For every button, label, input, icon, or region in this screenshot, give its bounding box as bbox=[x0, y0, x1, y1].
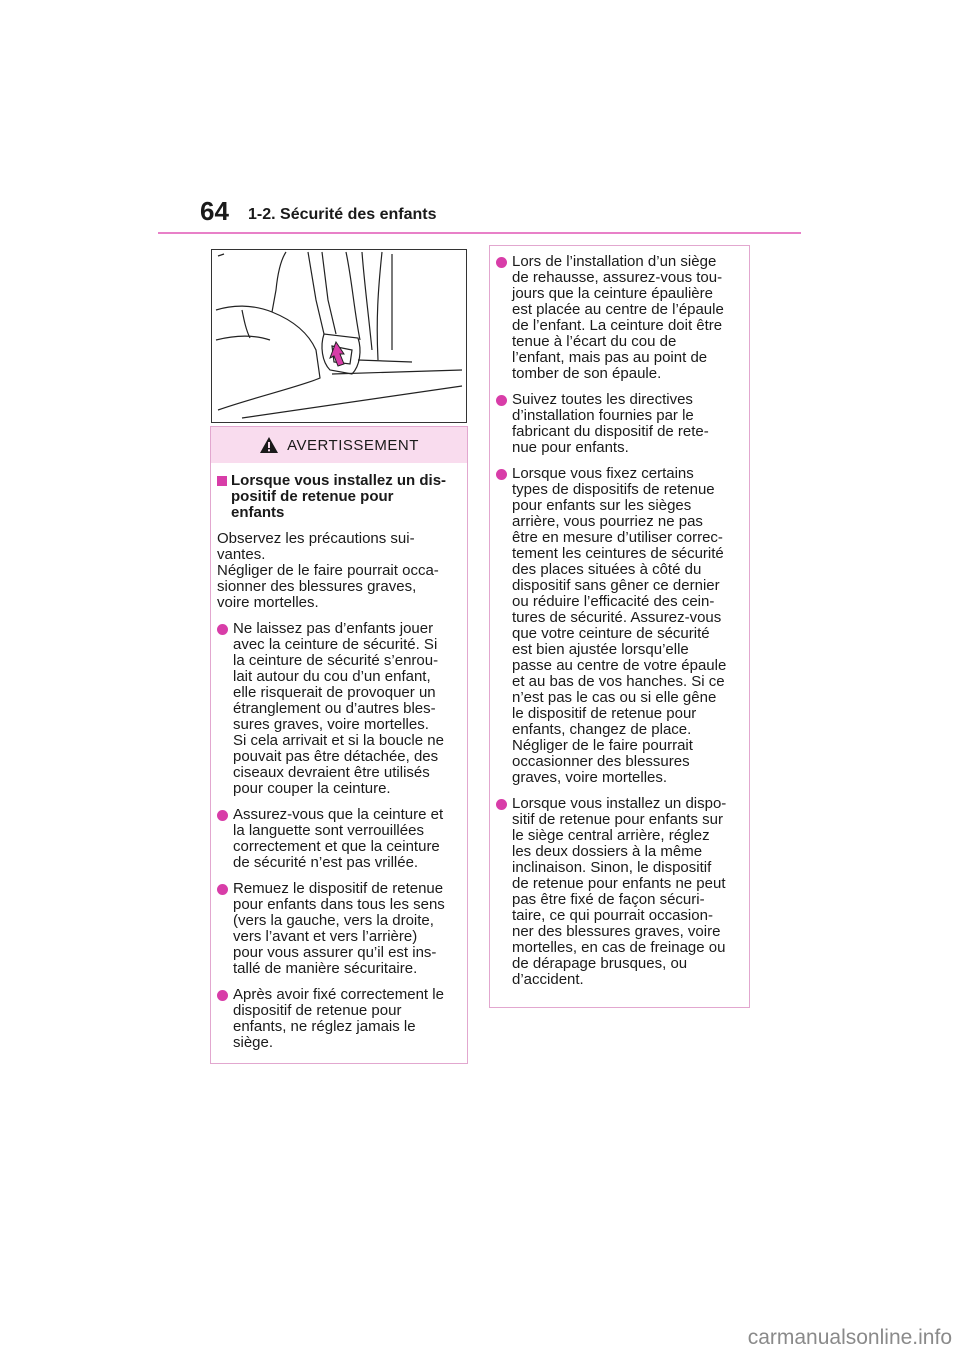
warning-body bbox=[211, 463, 467, 1051]
warning-title: AVERTISSEMENT bbox=[287, 436, 419, 454]
bullet-dot-icon bbox=[217, 810, 228, 821]
seatbelt-buckle-illustration bbox=[211, 249, 467, 423]
warning-bullet bbox=[217, 621, 461, 797]
warning-continuation-box bbox=[489, 245, 750, 1008]
warning-box bbox=[210, 426, 468, 1064]
warning-bullet-text: Suivez toutes les directives d’installation fournies par le fabricant du dispositif de rete- nue pour enfants. bbox=[512, 391, 709, 456]
warning-bullet bbox=[496, 466, 743, 786]
bullet-dot-icon bbox=[217, 990, 228, 1001]
bullet-dot-icon bbox=[496, 395, 507, 406]
warning-bullet bbox=[217, 807, 461, 871]
warning-intro: Observez les précautions sui- vantes. Négliger de le faire pourrait occa- sionner des blessures graves, voire mortelles. bbox=[217, 530, 439, 611]
bullet-dot-icon bbox=[217, 624, 228, 635]
warning-bullet-text: Lorsque vous installez un dispo- sitif de retenue pour enfants sur le siège central arrière, réglez les deux dossiers à la même inclinaison. Sinon, le dispositif de retenue pour enfants ne peut pas être fixé de façon sécuri- taire, ce qui pourrait occasion- ner des blessures graves, voire mortelles, en cas de freinage ou de dérapage brusques, ou d’accident. bbox=[512, 795, 727, 988]
warning-bullet bbox=[496, 254, 743, 382]
site-watermark[interactable]: carmanualsonline.info bbox=[747, 1326, 952, 1349]
seatbelt-buckle-drawing bbox=[212, 250, 466, 422]
warning-bullet-text: Remuez le dispositif de retenue pour enfants dans tous les sens (vers la gauche, vers la droite, vers l’avant et vers l’arrière) pour vous assurer qu’il est ins- tallé de manière sécuritaire. bbox=[233, 880, 445, 977]
bullet-dot-icon bbox=[496, 799, 507, 810]
warning-bullet bbox=[217, 987, 461, 1051]
section-title: 1-2. Sécurité des enfants bbox=[248, 206, 437, 223]
warning-bullet-text: Lors de l’installation d’un siège de rehausse, assurez-vous tou- jours que la ceinture épaulière est placée au centre de l’épaule de l’enfant. La ceinture doit être tenue à l’écart du cou de l’enfant, mais pas au point de tomber de son épaule. bbox=[512, 253, 724, 382]
warning-bullet-text: Ne laissez pas d’enfants jouer avec la ceinture de sécurité. Si la ceinture de sécurité s’enrou- lait autour du cou d’un enfant, elle risquerait de provoquer un étranglement ou d’autres bles- sures graves, voire mortelles. Si cela arrivait et si la boucle ne pouvait pas être détachée, des ciseaux devraient être utilisés pour couper la ceinture. bbox=[233, 620, 444, 797]
header-divider bbox=[158, 232, 801, 234]
bullet-dot-icon bbox=[496, 469, 507, 480]
warning-bullet-text: Après avoir fixé correctement le dispositif de retenue pour enfants, ne réglez jamais le siège. bbox=[233, 986, 444, 1051]
page-number: 64 bbox=[200, 196, 229, 226]
warning-bullet bbox=[496, 392, 743, 456]
warning-triangle-icon bbox=[259, 436, 279, 454]
warning-bullet bbox=[217, 881, 461, 977]
bullet-dot-icon bbox=[217, 884, 228, 895]
warning-header bbox=[211, 427, 467, 463]
warning-bullet-text: Lorsque vous fixez certains types de dispositifs de retenue pour enfants sur les sièges arrière, vous pourriez ne pas être en mesure d’utiliser correc- tement les ceintures de sécurité des places situées à côté du dispositif sans gêner ce dernier ou réduire l’efficacité des cein- tures de sécurité. Assurez-vous que votre ceinture de sécurité est bien ajustée lorsqu’elle passe au centre de votre épaule et au bas de vos hanches. Si ce n’est pas le cas ou si elle gêne le dispositif de retenue pour enfants, changez de place. Négliger de le faire pourrait occasionner des blessures graves, voire mortelles. bbox=[512, 465, 727, 786]
bullet-dot-icon bbox=[496, 257, 507, 268]
warning-bullet bbox=[496, 796, 743, 988]
warning-subheading bbox=[217, 473, 461, 521]
warning-bullet-text: Assurez-vous que la ceinture et la languette sont verrouillées correctement et que la ceinture de sécurité n’est pas vrillée. bbox=[233, 806, 444, 871]
square-bullet-icon bbox=[217, 476, 227, 486]
warning-subheading-text: Lorsque vous installez un dis- positif de retenue pour enfants bbox=[231, 472, 447, 521]
